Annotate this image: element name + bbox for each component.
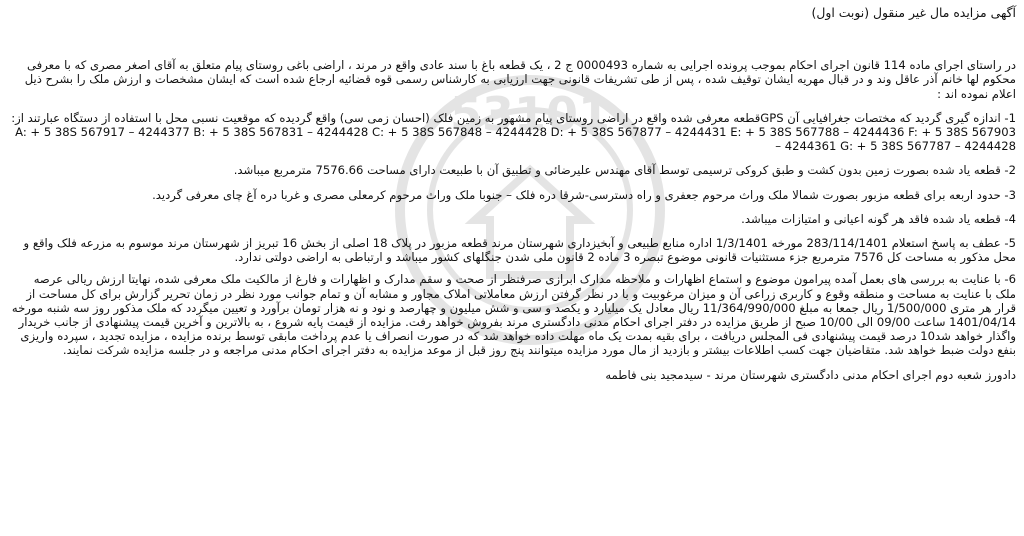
notice-title: آگهی مزایده مال غیر منقول (نوبت اول) xyxy=(811,5,1016,20)
notice-item-4: 4- قطعه یاد شده فاقد هر گونه اعیانی و امتیازات میباشد. xyxy=(741,211,1016,226)
notice-intro: در راستای اجرای ماده 114 قانون اجرای احکام بموجب پرونده اجرایی به شماره 0000493 ج 2 ، یک قطعه باغ با سند عادی واقع در مرند ، اراضی باغی روستای پیام متعلق به آقای اصغر مصری که با معرفی محکوم لها خانم آذر عاقل وند و در قبال مهریه ایشان توقیف شده ، پس از طی تشریفات قانونی جهت ارزیابی به کارشناس رسمی قوه قضائیه ارجاع شده است که ایشان مشخصات و ارزش ملک را بشرح ذیل اعلام نموده اند : xyxy=(24,58,1016,101)
notice-item-1: 1- اندازه گیری گردید که مختصات جغرافیایی آن GPSقطعه معرفی شده واقع در اراضی روستای پیام مشهور به زمین فلک (احسان زمی سی) واقع گردیده که موقعیت نسبی محل با استفاده از دستگاه عبارتند از: A: + 5 38S 567917 – 4244377 B: + 5 38S 567831 – 4244428 C: + 5 38S 567848 – 4244428 D: + 5 38S 567877 – 4244431 E: + 5 38S 567788 – 4244436 F: + 5 38S 567903 – 4244361 G: + 5 38S 567787 – 4244428 xyxy=(11,110,1016,154)
notice-item-2: 2- قطعه یاد شده بصورت زمین بدون کشت و طبق کروکی ترسیمی توسط آقای مهندس علیرضائی و تطبیق آن با طبیعت دارای مساحت 7576.66 مترمربع میباشد. xyxy=(233,163,1016,178)
notice-signature: دادورز شعبه دوم اجرای احکام مدنی دادگستری شهرستان مرند - سیدمجید بنی فاطمه xyxy=(605,367,1016,382)
watermark-text: 53101 xyxy=(449,87,611,141)
notice-item-6: 6- با عنایت به بررسی های بعمل آمده پیرامون موضوع و استماع اظهارات و ملاحظه مدارک ابرازی صرفنظر از صحت و سقم مدارک و اظهارات و فارغ از مالکیت ملک معرفی شده، نهایتا ارزش ریالی عرصه ملک با عنایت به مساحت و منطقه وقوع و کاربری زراعی آن و میزان مرغوبیت و با در نظر گرفتن ارزش معاملاتی املاک مجاور و مشابه آن و تمام جوانب مورد نظر در زمان تحریر گزارش برای کل مساحت از قرار هر متری 1/500/000 ریال جمعا به مبلغ 11/364/990/000 ریال معادل یک میلیارد و یکصد و سی و شش میلیون و چهارصد و نود و نه هزار تومان برآورد و تعیین میگردد که ملک مذکور روز سه شنبه مورخه 1401/04/14 ساعت 09/00 الی 10/00 صبح از طریق مزایده در دفتر اجرای احکام مدنی دادگستری مرند بفروش خواهد رفت. مزایده از قیمت پایه شروع ، به بالاترین و آخرین قیمت پیشنهادی از جانب خریدار واگذار خواهد شد10 درصد قیمت پیشنهادی فی المجلس دریافت ، برای بقیه بمدت یک ماه مهلت داده خواهد شد که در صورت انصراف یا عدم پرداخت مابقی توسط برنده مزایده ، مزایده تجدید ، سپرده واریزی بنفع دولت ضبط خواهد شد. متقاضیان جهت کسب اطلاعات بیشتر و بازدید از مال مورد مزایده میتوانند پنج روز قبل از موعد مزایده به دفتر اجرای احکام مدنی مراجعه و در جلسه مزایده شرکت نمایند. xyxy=(11,272,1016,358)
notice-document xyxy=(10,6,1016,532)
notice-item-5: 5- عطف به پاسخ استعلام 283/114/1401 مورخه 1/3/1401 اداره منابع طبیعی و آبخیزداری شهرستان مرند قطعه مزبور در پلاک 18 اصلی از بخش 16 تبریز از شهرستان مرند موسوم به مزرعه فلک واقع و محل مذکور به مساحت کل 7576 مترمربع جزء مستثنیات قانونی موضوع تبصره 3 ماده 2 قانون ملی شدن جنگلهای کشور میباشد و ارتباطی به اراضی دولتی ندارد. xyxy=(23,236,1016,265)
notice-item-3: 3- حدود اربعه برای قطعه مزبور بصورت شمالا ملک وراث مرحوم جعفری و راه دسترسی-شرقا دره فلک – جنوبا ملک وراث مرحوم کرمعلی مصری و غربا دره آغ چای معرفی گردید. xyxy=(152,187,1016,202)
